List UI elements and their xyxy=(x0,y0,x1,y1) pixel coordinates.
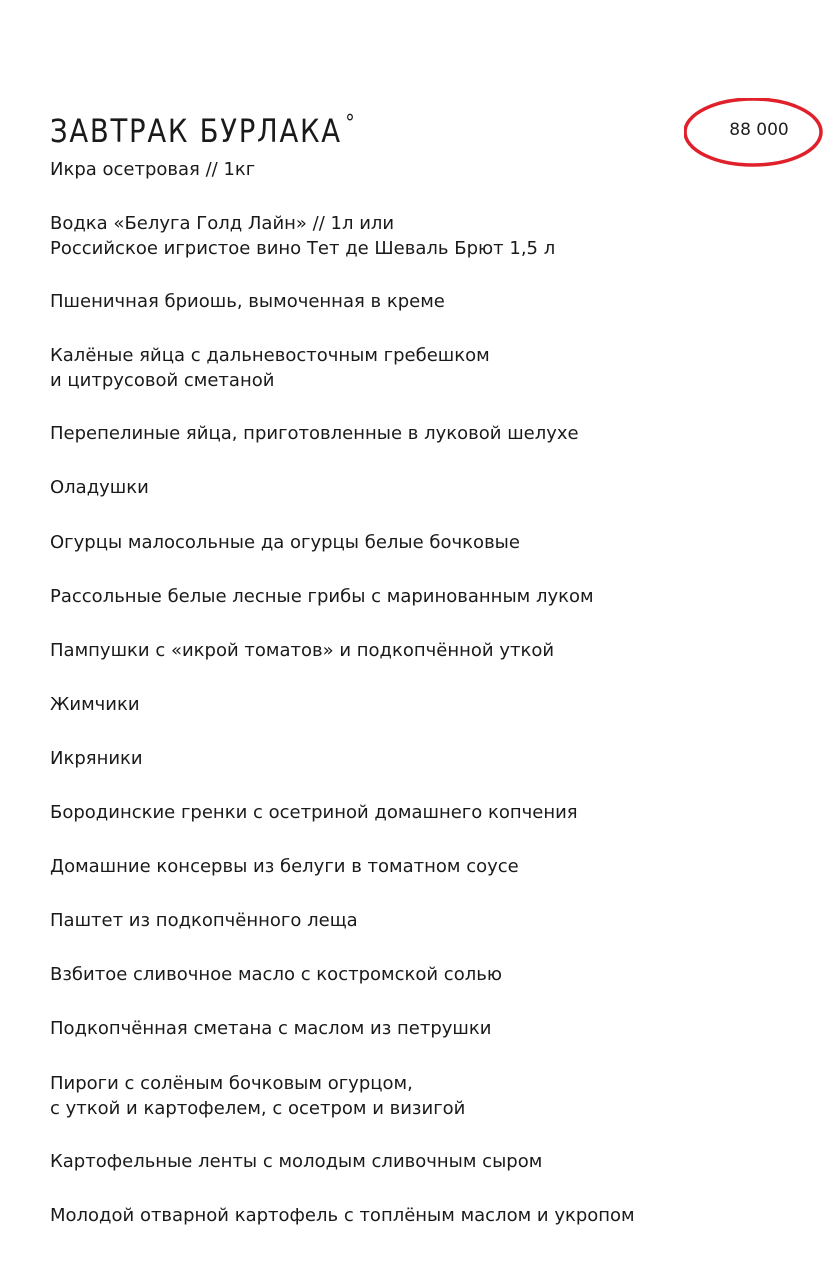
menu-item xyxy=(50,1149,542,1174)
menu-item-line: Рассольные белые лесные грибы с маринованным луком xyxy=(50,586,594,607)
menu-item-line: Паштет из подкопчённого леща xyxy=(50,910,358,931)
menu-item-line: Оладушки xyxy=(50,477,149,498)
degree-mark: ° xyxy=(345,111,357,136)
menu-item xyxy=(50,1203,635,1228)
price-label: 88 000 xyxy=(729,120,789,140)
price-block xyxy=(684,98,824,170)
menu-item-line: Пшеничная бриошь, вымоченная в креме xyxy=(50,291,445,312)
menu-item xyxy=(50,1071,465,1121)
menu-item xyxy=(50,289,445,314)
menu-item xyxy=(50,962,502,987)
menu-item xyxy=(50,343,490,393)
menu-item-line: Картофельные ленты с молодым сливочным сыром xyxy=(50,1151,543,1172)
menu-item-line: Российское игристое вино Тет де Шеваль Брют 1,5 л xyxy=(50,238,556,259)
menu-item xyxy=(50,530,520,555)
menu-item-line: Калёные яйца с дальневосточным гребешком xyxy=(50,345,490,366)
menu-item-line: Пироги с солёным бочковым огурцом, xyxy=(50,1073,413,1094)
menu-item-line: Икряники xyxy=(50,748,143,769)
menu-item-line: и цитрусовой сметаной xyxy=(50,370,275,391)
menu-title-text: ЗАВТРАК БУРЛАКА xyxy=(50,112,342,150)
menu-item-line: Домашние консервы из белуги в томатном соусе xyxy=(50,856,519,877)
menu-item xyxy=(50,421,579,446)
menu-item-line: Перепелиные яйца, приготовленные в луковой шелухе xyxy=(50,423,579,444)
menu-item xyxy=(50,692,140,717)
menu-item-line: Пампушки с «икрой томатов» и подкопчённой уткой xyxy=(50,640,555,661)
menu-item xyxy=(50,475,149,500)
menu-item-line: Подкопчённая сметана с маслом из петрушки xyxy=(50,1018,492,1039)
menu-item-line: Огурцы малосольные да огурцы белые бочковые xyxy=(50,532,520,553)
menu-title xyxy=(50,104,356,151)
menu-item-line: с уткой и картофелем, с осетром и визигой xyxy=(50,1098,466,1119)
menu-item xyxy=(50,584,594,609)
menu-item-line: Молодой отварной картофель с топлёным маслом и укропом xyxy=(50,1205,635,1226)
menu-item xyxy=(50,854,519,879)
menu-item-line: Бородинские гренки с осетриной домашнего копчения xyxy=(50,802,578,823)
menu-item xyxy=(50,1016,491,1041)
menu-item xyxy=(50,800,578,825)
menu-item xyxy=(50,638,554,663)
menu-item-line: Жимчики xyxy=(50,694,140,715)
menu-item-line: Водка «Белуга Голд Лайн» // 1л или xyxy=(50,213,395,234)
menu-item xyxy=(50,157,255,182)
menu-item-line: Взбитое сливочное масло с костромской солью xyxy=(50,964,502,985)
menu-item-line: Икра осетровая // 1кг xyxy=(50,159,256,180)
menu-item xyxy=(50,211,555,261)
menu-item xyxy=(50,746,143,771)
menu-item xyxy=(50,908,358,933)
